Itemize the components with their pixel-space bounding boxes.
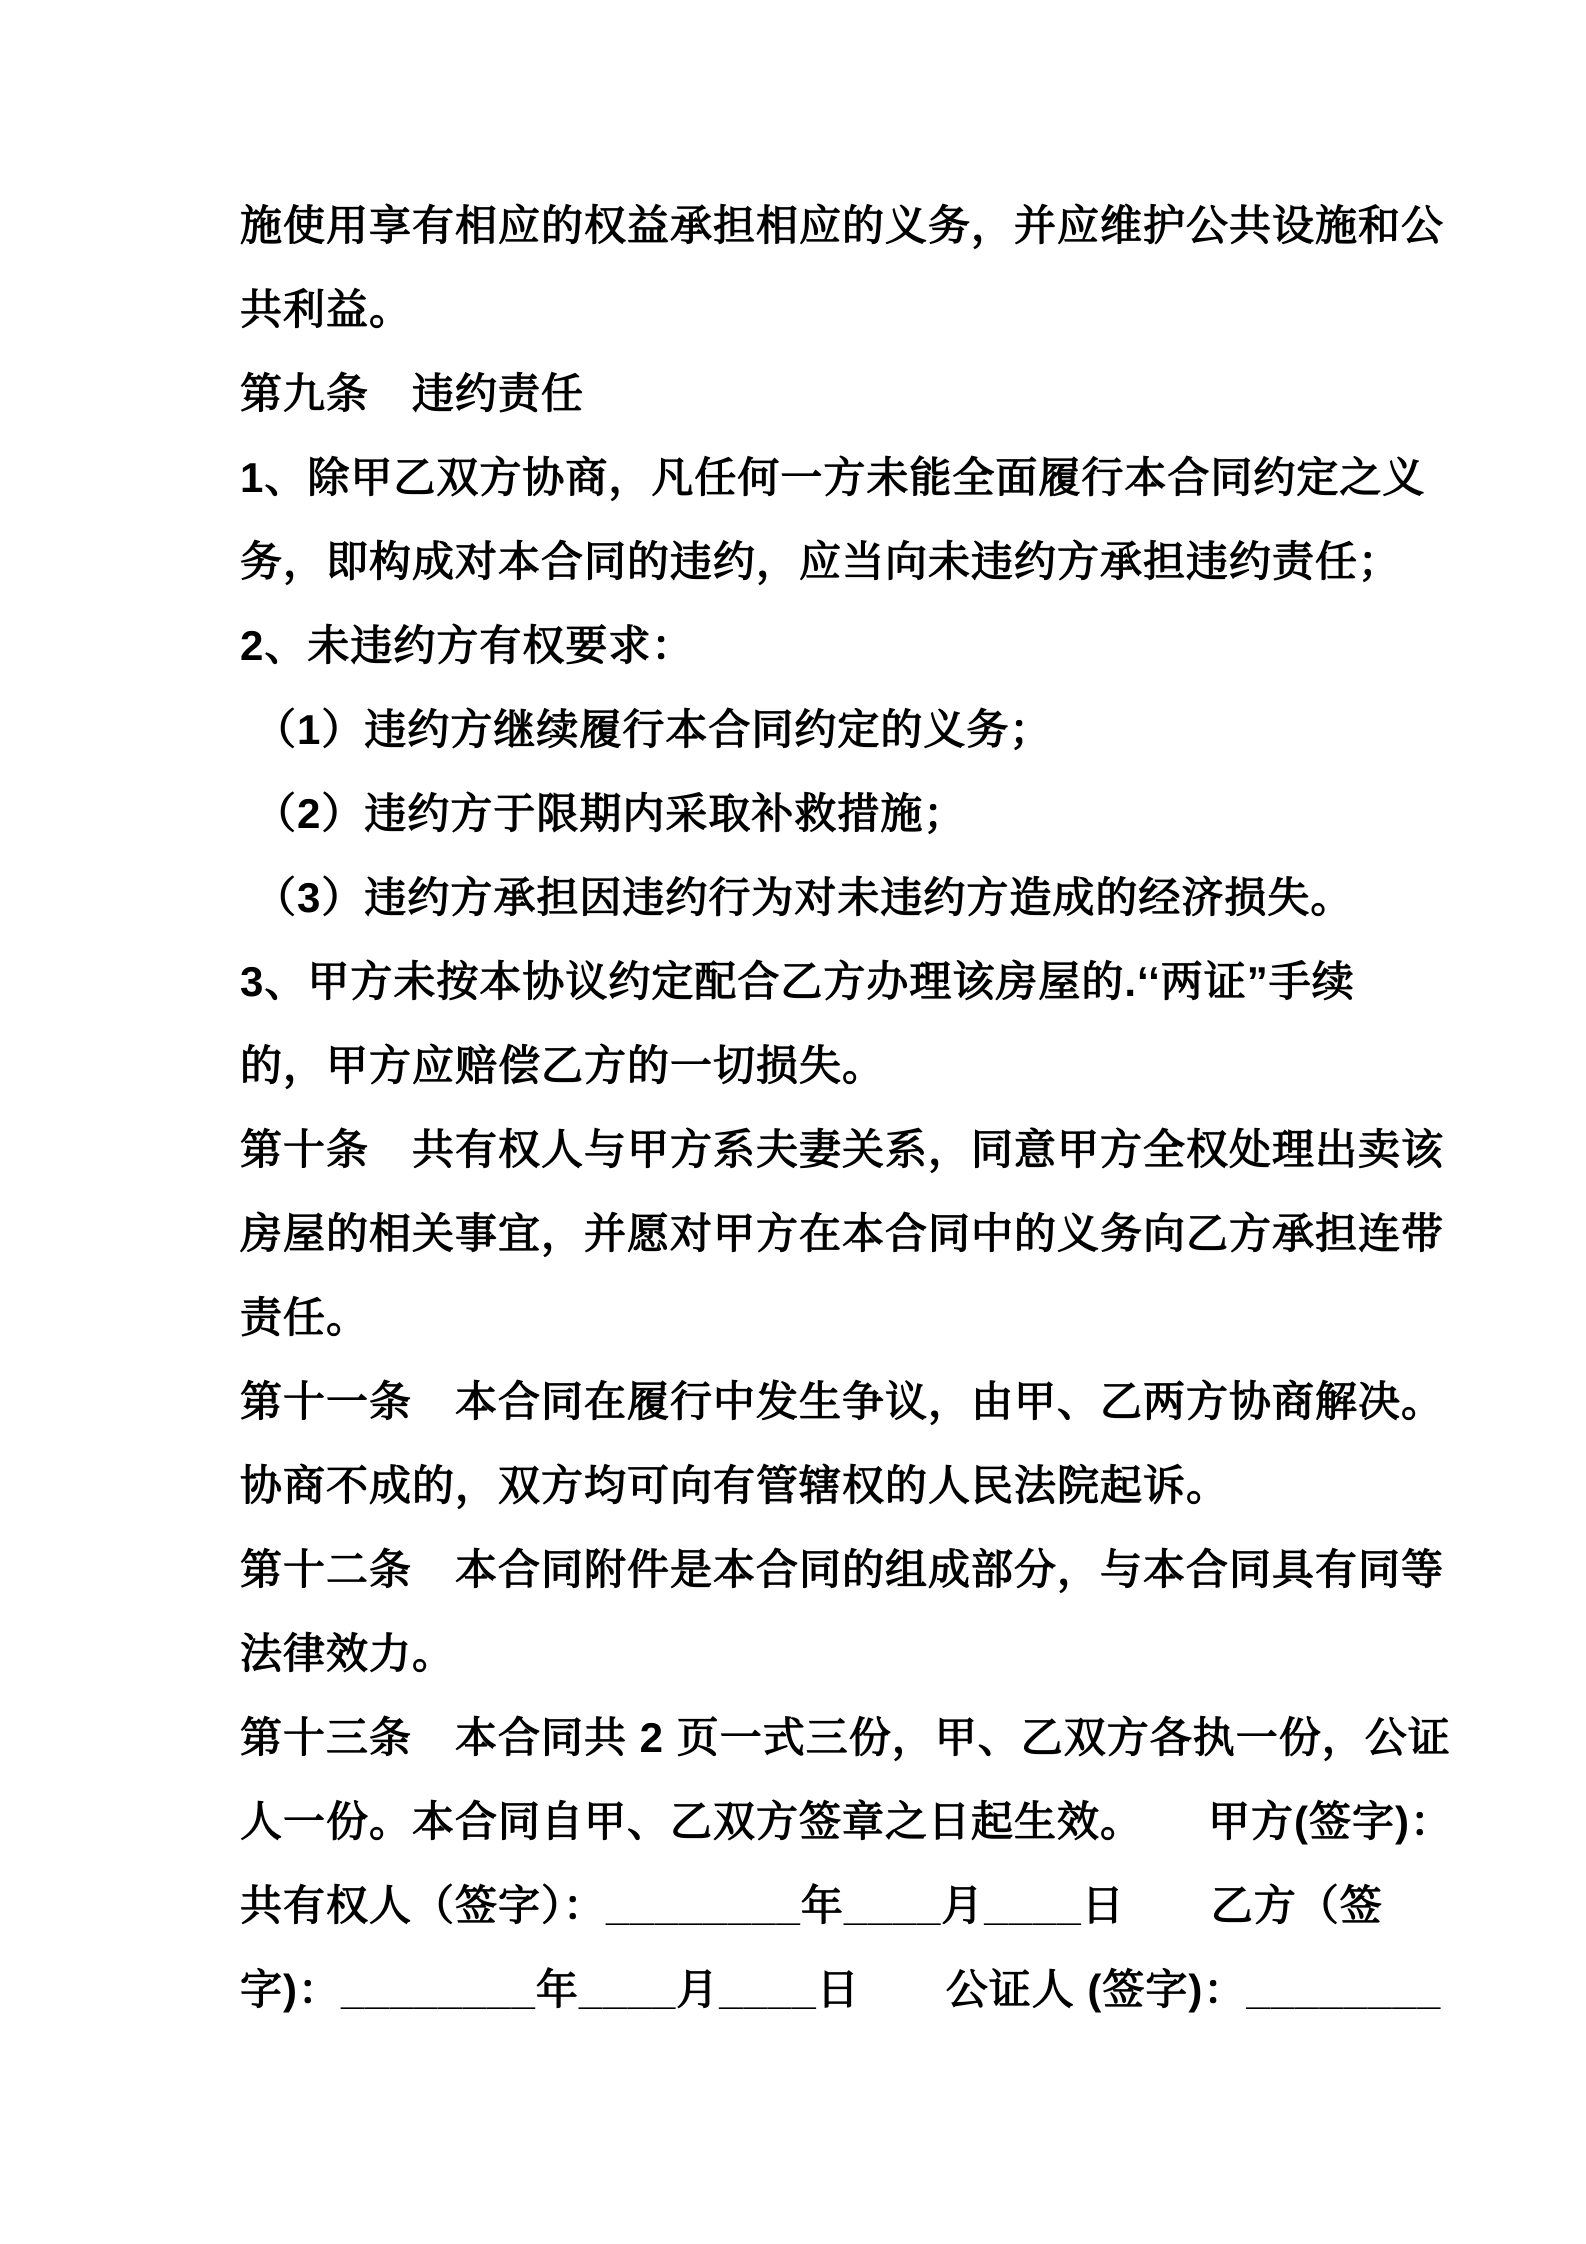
clause-12-heading: 第十二条 本合同附件是本合同的组成部分，与本合同具有同等 [240,1546,1445,1593]
signature-line-notary: 字)：________年____月____日 公证人 (签字)：________ [240,1966,1442,2013]
contract-line: 施使用享有相应的权益承担相应的义务，并应维护公共设施和公 [240,202,1445,249]
clause-13-heading: 第十三条 本合同共 2 页一式三份，甲、乙双方各执一份，公证 [240,1714,1451,1761]
contract-line: 法律效力。 [240,1630,456,1677]
contract-line: 房屋的相关事宜，并愿对甲方在本合同中的义务向乙方承担连带 [240,1210,1445,1257]
signature-line-co-owner: 共有权人（签字）：________年____月____日 乙方（签 [240,1882,1383,1929]
signature-line-party-a: 人一份。本合同自甲、乙双方签章之日起生效。 甲方(签字)： [240,1798,1453,1845]
contract-line: 责任。 [240,1294,370,1341]
contract-line: 2、未违约方有权要求： [240,622,695,669]
clause-9-heading: 第九条 违约责任 [240,370,585,417]
contract-subitem-line: （3）违约方承担因违约行为对未违约方造成的经济损失。 [254,874,1354,921]
contract-line: 的，甲方应赔偿乙方的一切损失。 [240,1042,886,1089]
contract-line: 1、除甲乙双方协商，凡任何一方未能全面履行本合同约定之义 [240,454,1426,501]
contract-line: 协商不成的，双方均可向有管辖权的人民法院起诉。 [240,1462,1230,1509]
contract-subitem-line: （1）违约方继续履行本合同约定的义务； [254,706,1053,753]
clause-10-heading: 第十条 共有权人与甲方系夫妻关系，同意甲方全权处理出卖该 [240,1126,1445,1173]
contract-line: 共利益。 [240,286,413,333]
clause-11-heading: 第十一条 本合同在履行中发生争议，由甲、乙两方协商解决。 [240,1378,1445,1425]
contract-subitem-line: （2）违约方于限期内采取补救措施； [254,790,967,837]
contract-line: 务，即构成对本合同的违约，应当向未违约方承担违约责任； [240,538,1402,585]
contract-text-block [240,184,1453,2032]
contract-line: 3、甲方未按本协议约定配合乙方办理该房屋的.‘‘两证”手续 [240,958,1355,1005]
